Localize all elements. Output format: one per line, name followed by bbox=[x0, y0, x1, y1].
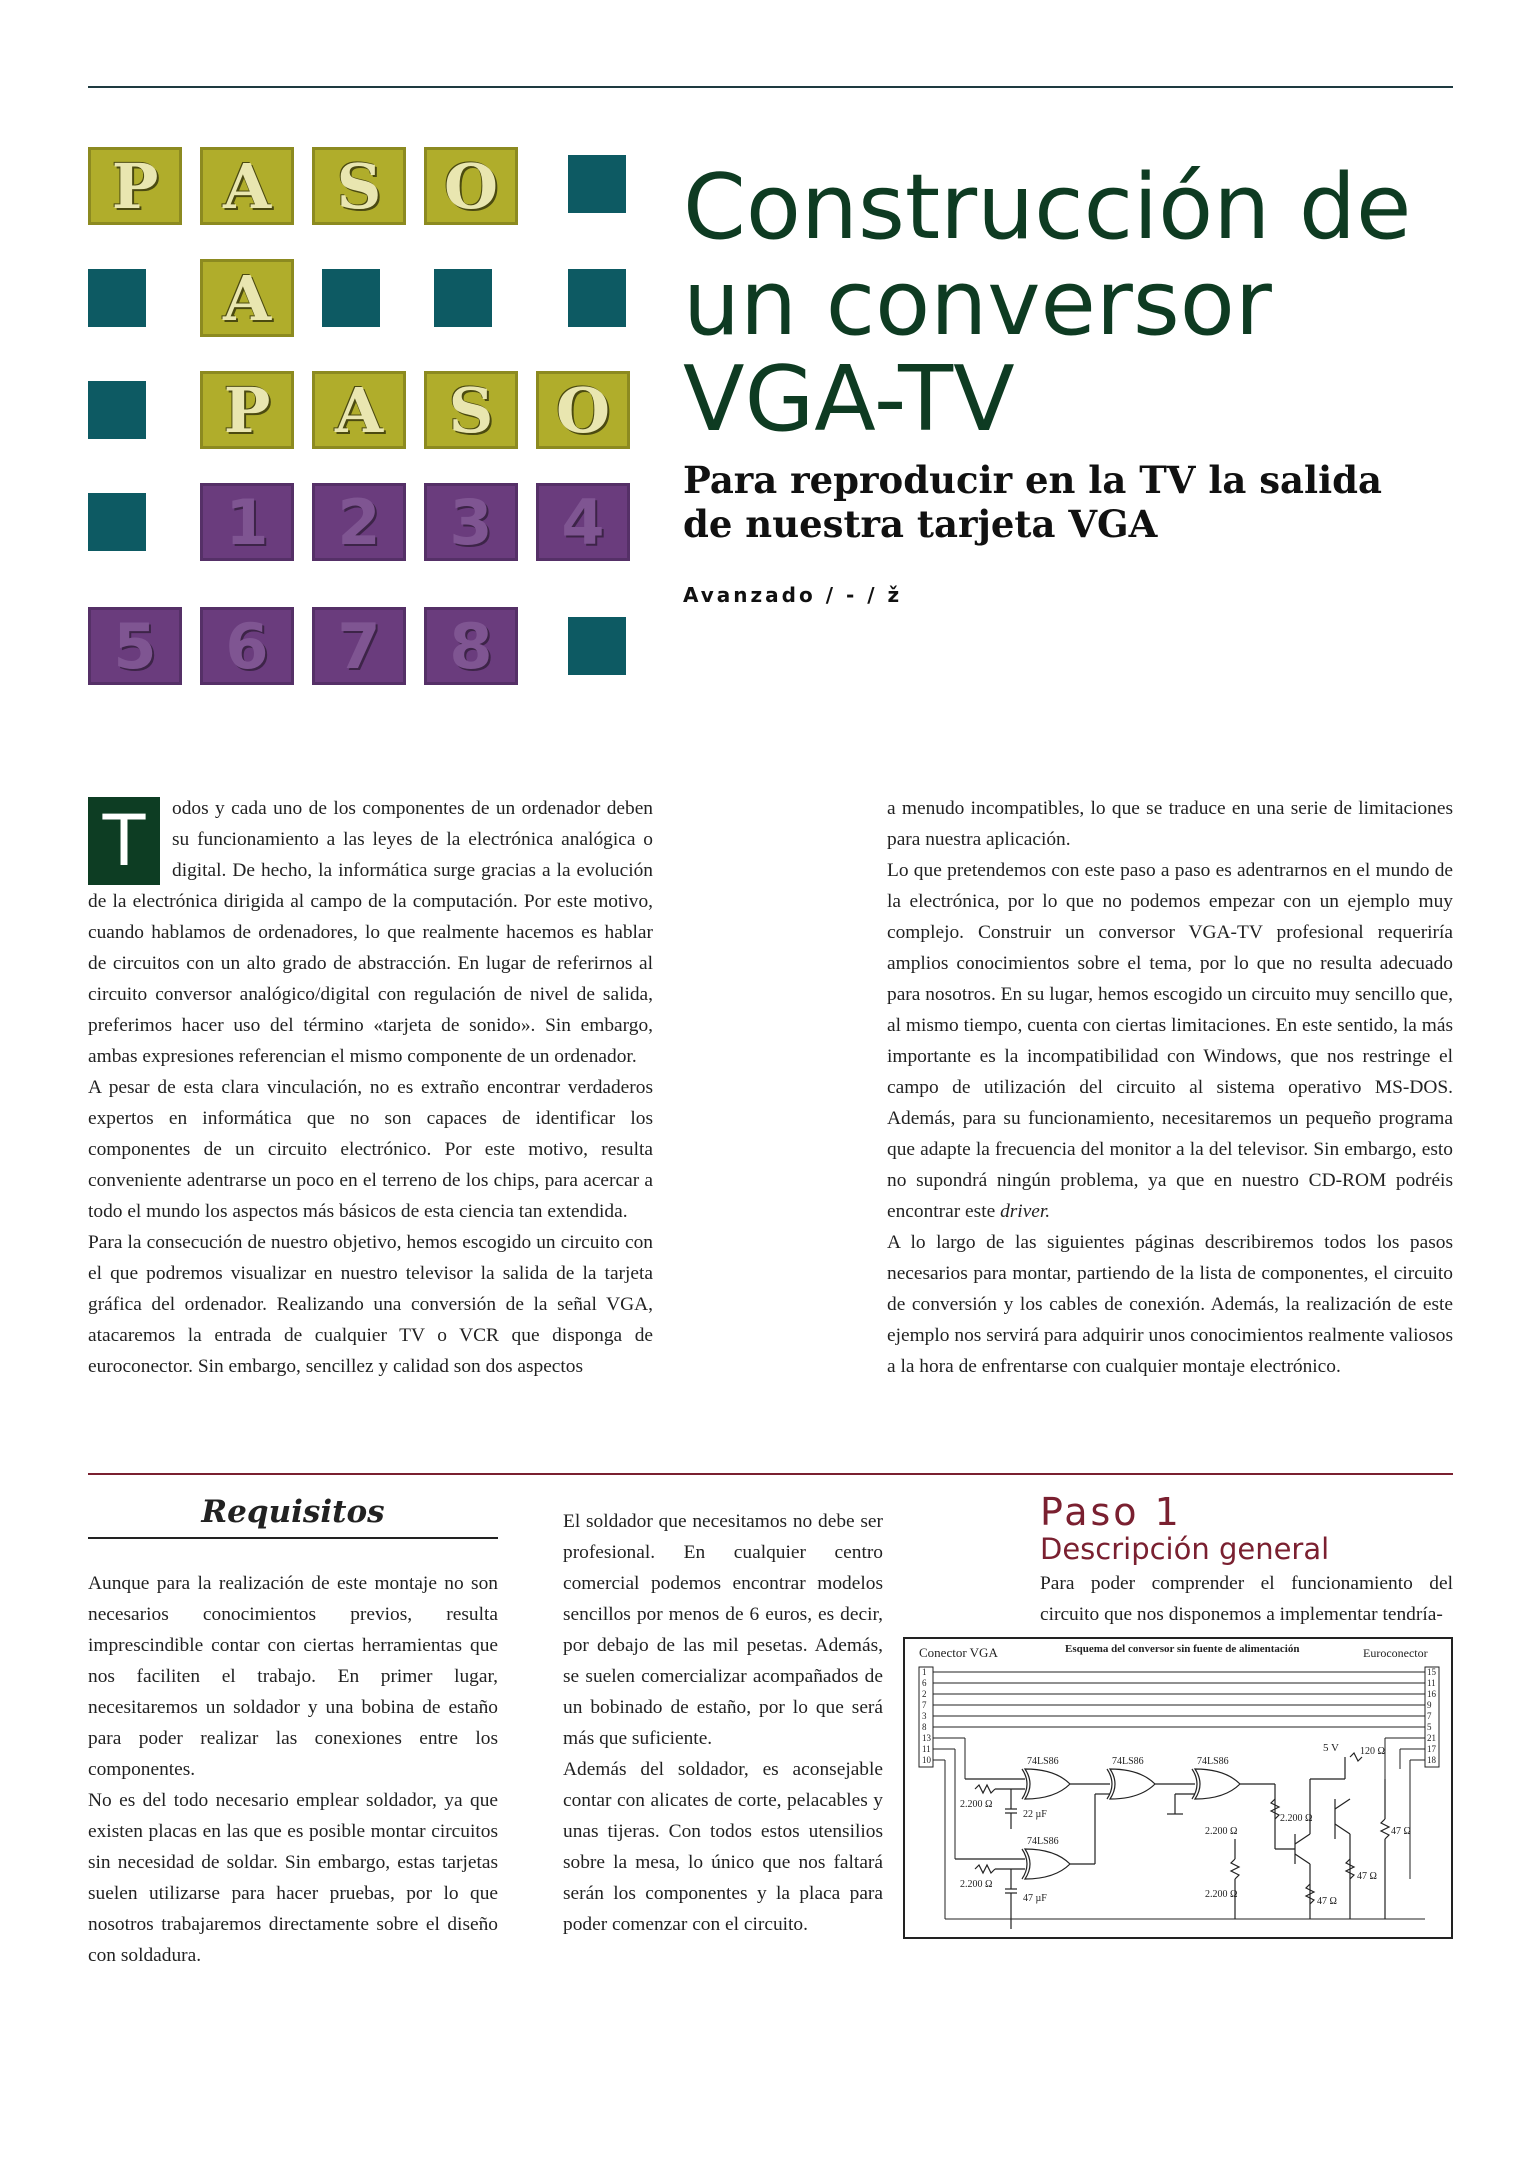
chip-label: 74LS86 bbox=[1197, 1756, 1229, 1767]
resistor-label: 2.200 Ω bbox=[1205, 1826, 1238, 1837]
schematic-left-label: Conector VGA bbox=[919, 1645, 998, 1660]
requisitos-rule bbox=[88, 1537, 498, 1539]
logo-tile: A bbox=[312, 371, 406, 449]
circuit-schematic bbox=[903, 1637, 1453, 1939]
connector-pin-label: 7 bbox=[1427, 1711, 1432, 1721]
resistor-label: 2.200 Ω bbox=[1205, 1889, 1238, 1900]
requisitos-paragraph: Aunque para la realización de este montaje no son necesarios conocimientos previos, resulta imprescindible contar con ciertas herramientas que nos faciliten el trabajo. En primer lugar, necesitaremos un soldador y una bobina de estaño para poder realizar las conexiones entre los componentes. bbox=[88, 1573, 498, 1780]
middle-paragraph: Además del soldador, es aconsejable contar con alicates de corte, pelacables y unas tijeras. Con todos estos utensilios sobre la mesa, lo único que nos faltará serán los componentes y la placa para poder comenzar con el circuito. bbox=[563, 1759, 883, 1935]
capacitor-label: 47 µF bbox=[1023, 1893, 1047, 1904]
drop-cap: T bbox=[88, 797, 160, 885]
connector-pin-label: 9 bbox=[1427, 1700, 1432, 1710]
logo-tile: O bbox=[536, 371, 630, 449]
paso-heading: Paso 1 bbox=[1040, 1490, 1182, 1534]
resistor-label: 47 Ω bbox=[1317, 1896, 1337, 1907]
requisitos-paragraph: No es del todo necesario emplear soldador, ya que existen placas en las que es posible montar circuitos sin necesidad de soldar. Sin embargo, estas tarjetas suelen utilizarse para hacer pruebas, por lo que nosotros trabajaremos directamente sobre el diseño con soldadura. bbox=[88, 1790, 498, 1966]
difficulty-level: Avanzado / - / ž bbox=[683, 583, 903, 607]
logo-tile bbox=[88, 381, 146, 439]
logo-tile bbox=[322, 269, 380, 327]
intro-paragraph: a menudo incompatibles, lo que se traduce en una serie de limitaciones para nuestra aplicación. bbox=[887, 798, 1453, 850]
connector-pin-label: 11 bbox=[922, 1744, 931, 1754]
logo-tile: S bbox=[424, 371, 518, 449]
paso-subheading: Descripción general bbox=[1040, 1532, 1330, 1566]
chip-label: 74LS86 bbox=[1027, 1756, 1059, 1767]
middle-column bbox=[563, 1506, 883, 1940]
schematic-drawing bbox=[905, 1639, 1451, 1937]
resistor-label: 47 Ω bbox=[1357, 1871, 1377, 1882]
connector-pin-label: 10 bbox=[922, 1755, 931, 1765]
top-rule bbox=[88, 86, 1453, 88]
connector-pin-label: 6 bbox=[922, 1678, 927, 1688]
article-subtitle: Para reproducir en la TV la salida de nuestra tarjeta VGA bbox=[683, 458, 1382, 546]
logo-tile: A bbox=[200, 147, 294, 225]
connector-pin-label: 5 bbox=[1427, 1722, 1432, 1732]
logo-tile: 5 bbox=[88, 607, 182, 685]
logo-tile: A bbox=[200, 259, 294, 337]
logo-tile bbox=[434, 269, 492, 327]
connector-pin-label: 21 bbox=[1427, 1733, 1436, 1743]
intro-paragraph: A lo largo de las siguientes páginas describiremos todos los pasos necesarios para montar, partiendo de la lista de componentes, el circuito de conversión y los cables de conexión. Además, la realización de este ejemplo nos servirá para adquirir unos conocimientos realmente valiosos a la hora de enfrentarse con cualquier montaje electrónico. bbox=[887, 1232, 1453, 1377]
intro-paragraph: Lo que pretendemos con este paso a paso es adentrarnos en el mundo de la electrónica, por lo que no podemos empezar con un ejemplo muy complejo. Construir un conversor VGA-TV profesional requeriría amplios conocimientos sobre el tema, por lo que no resulta adecuado para nosotros. En su lugar, hemos escogido un circuito muy sencillo que, al mismo tiempo, cuenta con ciertas limitaciones. En este sentido, la más importante es la incompatibilidad con Windows, que nos restringe el campo de utilización del circuito al sistema operativo MS-DOS. Además, para su funcionamiento, necesitaremos un pequeño programa que adapte la frecuencia del monitor a la del televisor. Sin embargo, esto no supondrá ningún problema, ya que en nuestro CD-ROM podréis encontrar este driver. bbox=[887, 860, 1453, 1222]
connector-pin-label: 11 bbox=[1427, 1678, 1436, 1688]
chip-label: 74LS86 bbox=[1112, 1756, 1144, 1767]
resistor-label: 2.200 Ω bbox=[1280, 1813, 1313, 1824]
connector-pin-label: 3 bbox=[922, 1711, 927, 1721]
connector-pin-label: 16 bbox=[1427, 1689, 1436, 1699]
requisitos-column bbox=[88, 1568, 498, 1971]
chip-label: 74LS86 bbox=[1027, 1836, 1059, 1847]
intro-paragraph: Para la consecución de nuestro objetivo, hemos escogido un circuito con el que podremos visualizar en nuestro televisor la salida de la tarjeta gráfica del ordenador. Realizando una conversión de la señal VGA, atacaremos la entrada de cualquier TV o VCR que disponga de euroconector. Sin embargo, sencillez y calidad son dos aspectos bbox=[88, 1232, 653, 1377]
connector-pin-label: 18 bbox=[1427, 1755, 1436, 1765]
connector-pin-label: 7 bbox=[922, 1700, 927, 1710]
logo-tile: 7 bbox=[312, 607, 406, 685]
schematic-title: Esquema del conversor sin fuente de alimentación bbox=[1065, 1643, 1300, 1655]
article-title: Construcción de un conversor VGA-TV bbox=[683, 155, 1412, 452]
logo-tile bbox=[568, 269, 626, 327]
logo-tile: P bbox=[88, 147, 182, 225]
resistor-label: 2.200 Ω bbox=[960, 1799, 993, 1810]
logo-tile bbox=[88, 493, 146, 551]
italic-word: driver. bbox=[1000, 1201, 1051, 1222]
connector-pin-label: 1 bbox=[922, 1667, 927, 1677]
resistor-label: 47 Ω bbox=[1391, 1826, 1411, 1837]
logo-tile bbox=[88, 269, 146, 327]
logo-tile: O bbox=[424, 147, 518, 225]
section-rule bbox=[88, 1473, 1453, 1475]
logo-tile: S bbox=[312, 147, 406, 225]
logo-tile: 8 bbox=[424, 607, 518, 685]
connector-pin-label: 2 bbox=[922, 1689, 927, 1699]
logo-tile: 3 bbox=[424, 483, 518, 561]
connector-pin-label: 13 bbox=[922, 1733, 931, 1743]
connector-pin-label: 17 bbox=[1427, 1744, 1436, 1754]
paso-column bbox=[1040, 1568, 1453, 1630]
logo-tile: 2 bbox=[312, 483, 406, 561]
intro-paragraph: A pesar de esta clara vinculación, no es extraño encontrar verdaderos expertos en informática que no son capaces de identificar los componentes de un circuito electrónico. Por este motivo, resulta conveniente adentrarse un poco en el terreno de los chips, para acercar a todo el mundo los aspectos más básicos de esta ciencia tan extendida. bbox=[88, 1077, 653, 1222]
supply-label: 5 V bbox=[1323, 1742, 1339, 1754]
logo-tile bbox=[568, 155, 626, 213]
logo-tile: 1 bbox=[200, 483, 294, 561]
paso-paragraph: Para poder comprender el funcionamiento del circuito que nos disponemos a implementar tendría- bbox=[1040, 1573, 1453, 1625]
connector-pin-label: 8 bbox=[922, 1722, 927, 1732]
logo-tile: P bbox=[200, 371, 294, 449]
intro-column-left bbox=[88, 793, 653, 1382]
capacitor-label: 22 µF bbox=[1023, 1809, 1047, 1820]
resistor-label: 2.200 Ω bbox=[960, 1879, 993, 1890]
intro-column-right bbox=[887, 793, 1453, 1382]
connector-pin-label: 15 bbox=[1427, 1667, 1436, 1677]
logo-tile: 6 bbox=[200, 607, 294, 685]
intro-paragraph: T odos y cada uno de los componentes de un ordenador deben su funcionamiento a las leyes de la electrónica analógica o digital. De hecho, la informática surge gracias a la evolución de la electrónica dirigida al campo de la computación. Por este motivo, cuando hablamos de ordenadores, lo que realmente hacemos es hablar de circuitos con un alto grado de abstracción. En lugar de referirnos al circuito conversor analógico/digital con regulación de nivel de salida, preferimos hacer uso del término «tarjeta de sonido». Sin embargo, ambas expresiones referencian el mismo componente de un ordenador. bbox=[88, 798, 653, 1067]
resistor-label: 120 Ω bbox=[1360, 1746, 1385, 1757]
middle-paragraph: El soldador que necesitamos no debe ser profesional. En cualquier centro comercial podemos encontrar modelos sencillos por menos de 6 euros, es decir, por debajo de las mil pesetas. Además, se suelen comercializar acompañados de un bobinado de estaño, por lo que será más que suficiente. bbox=[563, 1511, 883, 1749]
paso-a-paso-logo bbox=[88, 147, 654, 717]
schematic-right-label: Euroconector bbox=[1363, 1646, 1428, 1660]
requisitos-heading: Requisitos bbox=[201, 1494, 385, 1530]
logo-tile: 4 bbox=[536, 483, 630, 561]
logo-tile bbox=[568, 617, 626, 675]
